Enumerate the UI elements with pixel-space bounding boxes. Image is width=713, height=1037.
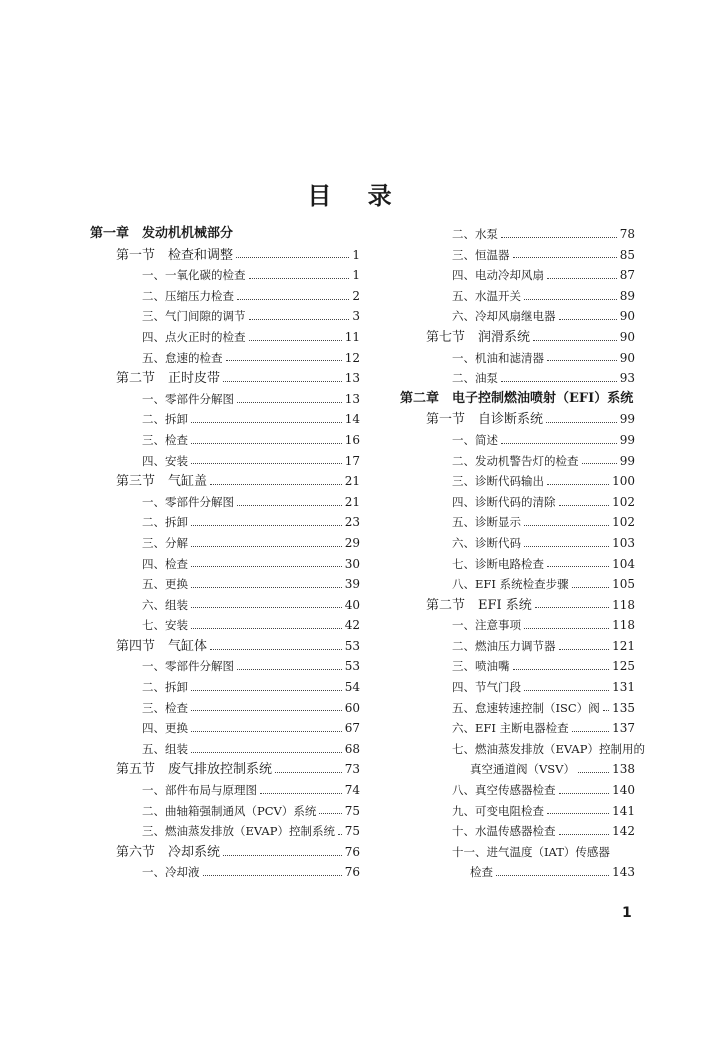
toc-entry bbox=[90, 842, 360, 863]
toc-entry-page: 75 bbox=[344, 824, 360, 839]
toc-entry bbox=[90, 656, 360, 677]
dot-leader bbox=[223, 855, 342, 856]
toc-entry bbox=[400, 492, 635, 513]
dot-leader bbox=[236, 257, 349, 258]
dot-leader bbox=[226, 360, 342, 361]
toc-entry-page: 87 bbox=[619, 268, 635, 283]
dot-leader bbox=[547, 278, 617, 279]
toc-entry-label: 一、注意事项 bbox=[452, 618, 521, 633]
dot-leader bbox=[603, 710, 609, 711]
toc-entry-label: 五、怠速转速控制（ISC）阀 bbox=[452, 700, 600, 715]
dot-leader bbox=[524, 628, 609, 629]
toc-entry-page: 99 bbox=[619, 453, 635, 468]
toc-entry bbox=[400, 862, 635, 883]
toc-entry-label: 二、水泵 bbox=[452, 227, 498, 241]
toc-entry-page: 40 bbox=[344, 597, 360, 612]
dot-leader bbox=[513, 669, 610, 670]
toc-entry bbox=[90, 389, 360, 410]
dot-leader bbox=[249, 278, 350, 279]
toc-entry bbox=[400, 471, 635, 492]
toc-entry-page: 89 bbox=[619, 288, 635, 303]
toc-entry-page: 13 bbox=[344, 391, 360, 406]
dot-leader bbox=[559, 834, 610, 835]
dot-leader bbox=[191, 463, 342, 464]
toc-entry-label: 二、拆卸 bbox=[142, 412, 188, 427]
dot-leader bbox=[524, 546, 609, 547]
toc-entry-label: 二、油泵 bbox=[452, 371, 498, 386]
page-title: 目 录 bbox=[307, 182, 406, 210]
toc-entry bbox=[90, 451, 360, 472]
toc-entry-page: 76 bbox=[344, 844, 360, 859]
dot-leader bbox=[249, 340, 342, 341]
dot-leader bbox=[249, 319, 350, 320]
toc-entry-label: 六、诊断代码 bbox=[452, 535, 521, 550]
toc-entry bbox=[90, 265, 360, 286]
toc-entry-page: 3 bbox=[352, 309, 360, 324]
toc-entry-page: 13 bbox=[344, 371, 360, 386]
toc-entry-label: 十、水温传感器检查 bbox=[452, 824, 556, 839]
dot-leader bbox=[191, 628, 342, 629]
toc-entry-label: 九、可变电阻检查 bbox=[452, 803, 544, 818]
toc-entry bbox=[400, 656, 635, 677]
toc-entry-page: 135 bbox=[612, 700, 635, 715]
toc-entry bbox=[90, 368, 360, 389]
toc-entry-page: 102 bbox=[612, 494, 635, 509]
dot-leader bbox=[191, 443, 342, 444]
toc-entry-page: 11 bbox=[344, 329, 360, 344]
toc-entry-label: 二、压缩压力检查 bbox=[142, 288, 234, 303]
toc-entry-label: 四、点火正时的检查 bbox=[142, 329, 246, 344]
toc-entry bbox=[90, 348, 360, 369]
toc-entry bbox=[400, 554, 635, 575]
toc-entry-page: 90 bbox=[619, 309, 635, 324]
toc-entry-page: 103 bbox=[612, 535, 635, 550]
toc-entry bbox=[90, 245, 360, 266]
toc-entry-label: 一、零部件分解图 bbox=[142, 391, 234, 406]
toc-entry-label: 五、水温开关 bbox=[452, 288, 521, 303]
dot-leader bbox=[559, 505, 610, 506]
toc-entry-label: 三、检查 bbox=[142, 432, 188, 447]
toc-entry-page: 118 bbox=[612, 618, 635, 633]
toc-entry-label: 四、更换 bbox=[142, 721, 188, 736]
toc-entry-label: 三、喷油嘴 bbox=[452, 659, 510, 674]
toc-entry bbox=[90, 471, 360, 492]
toc-entry-label: 二、拆卸 bbox=[142, 680, 188, 695]
toc-entry bbox=[400, 698, 635, 719]
dot-leader bbox=[191, 546, 342, 547]
toc-entry bbox=[90, 739, 360, 760]
dot-leader bbox=[237, 669, 342, 670]
toc-entry-page: 85 bbox=[619, 247, 635, 262]
dot-leader bbox=[191, 752, 342, 753]
toc-entry-page: 104 bbox=[612, 556, 635, 571]
page-number: 1 bbox=[622, 905, 632, 921]
dot-leader bbox=[547, 566, 609, 567]
toc-entry bbox=[400, 780, 635, 801]
toc-entry-label: 八、EFI 系统检查步骤 bbox=[452, 577, 569, 592]
toc-entry-label: 二、燃油压力调节器 bbox=[452, 638, 556, 653]
toc-entry bbox=[400, 677, 635, 698]
toc-entry-label: 一、零部件分解图 bbox=[142, 659, 234, 674]
toc-entry bbox=[400, 451, 635, 472]
toc-entry-label: 一、一氧化碳的检查 bbox=[142, 268, 246, 283]
toc-entry bbox=[400, 327, 635, 348]
toc-entry-label: 三、气门间隙的调节 bbox=[142, 309, 246, 324]
toc-entry-label: 五、怠速的检查 bbox=[142, 350, 223, 365]
toc-entry bbox=[90, 574, 360, 595]
toc-entry bbox=[400, 368, 635, 389]
toc-entry bbox=[90, 821, 360, 842]
toc-entry bbox=[90, 636, 360, 657]
toc-entry-page: 17 bbox=[344, 453, 360, 468]
dot-leader bbox=[237, 402, 342, 403]
toc-entry-page: 90 bbox=[619, 350, 635, 365]
toc-entry bbox=[400, 533, 635, 554]
toc-entry-page: 137 bbox=[612, 721, 635, 736]
toc-entry-page: 29 bbox=[344, 535, 360, 550]
toc-entry-label: 一、部件布局与原理图 bbox=[142, 783, 257, 798]
toc-entry-page: 138 bbox=[612, 762, 635, 777]
toc-entry-page: 75 bbox=[344, 803, 360, 818]
toc-entry-label: 四、电动冷却风扇 bbox=[452, 268, 544, 283]
toc-entry bbox=[400, 245, 635, 266]
toc-entry-page: 30 bbox=[344, 556, 360, 571]
dot-leader bbox=[535, 607, 609, 608]
toc-entry-label: 第二节 正时皮带 bbox=[116, 371, 221, 387]
toc-entry bbox=[90, 286, 360, 307]
dot-leader bbox=[501, 381, 617, 382]
toc-entry bbox=[90, 306, 360, 327]
dot-leader bbox=[572, 587, 610, 588]
dot-leader bbox=[533, 340, 617, 341]
toc-entry-label: 五、组装 bbox=[142, 741, 188, 756]
toc-entry-label: 一、冷却液 bbox=[142, 865, 200, 880]
toc-entry bbox=[90, 533, 360, 554]
toc-entry-page: 12 bbox=[344, 350, 360, 365]
toc-entry-page: 21 bbox=[344, 474, 360, 489]
toc-entry-page: 90 bbox=[619, 329, 635, 344]
toc-entry bbox=[90, 718, 360, 739]
toc-entry bbox=[400, 574, 635, 595]
toc-entry-label: 二、拆卸 bbox=[142, 515, 188, 530]
toc-entry-label: 第三节 气缸盖 bbox=[116, 474, 208, 490]
toc-entry-page: 60 bbox=[344, 700, 360, 715]
toc-entry-page: 100 bbox=[612, 474, 635, 489]
toc-column-left bbox=[90, 224, 360, 883]
dot-leader bbox=[191, 566, 342, 567]
toc-entry-page: 1 bbox=[352, 268, 360, 283]
toc-entry-label: 第一节 检查和调整 bbox=[116, 247, 234, 263]
toc-entry-label: 六、EFI 主断电器检查 bbox=[452, 721, 569, 736]
toc-entry-label: 六、组装 bbox=[142, 597, 188, 612]
toc-entry-label: 三、燃油蒸发排放（EVAP）控制系统 bbox=[142, 824, 335, 839]
toc-entry-page: 125 bbox=[612, 659, 635, 674]
toc-entry-label: 第六节 冷却系统 bbox=[116, 844, 221, 860]
toc-entry-page: 23 bbox=[344, 515, 360, 530]
toc-entry-label: 真空通道阀（VSV） bbox=[470, 762, 575, 777]
toc-entry-page: 1 bbox=[352, 247, 360, 262]
toc-entry-label: 检查 bbox=[470, 865, 493, 880]
toc-entry bbox=[400, 739, 645, 760]
toc-entry-page: 68 bbox=[344, 741, 360, 756]
dot-leader bbox=[210, 484, 342, 485]
dot-leader bbox=[275, 772, 342, 773]
dot-leader bbox=[582, 463, 617, 464]
toc-entry-label: 第七节 润滑系统 bbox=[426, 329, 531, 345]
toc-entry bbox=[400, 265, 635, 286]
toc-entry-label: 六、冷却风扇继电器 bbox=[452, 309, 556, 324]
toc-entry bbox=[90, 698, 360, 719]
toc-entry-page: 131 bbox=[612, 680, 635, 695]
toc-entry bbox=[400, 286, 635, 307]
toc-entry-label: 四、安装 bbox=[142, 453, 188, 468]
toc-entry bbox=[400, 718, 635, 739]
toc-entry bbox=[90, 759, 360, 780]
dot-leader bbox=[210, 649, 342, 650]
dot-leader bbox=[559, 793, 610, 794]
toc-entry bbox=[400, 615, 635, 636]
dot-leader bbox=[191, 690, 342, 691]
toc-entry-label: 四、节气门段 bbox=[452, 680, 521, 695]
dot-leader bbox=[191, 731, 342, 732]
toc-entry-label: 三、分解 bbox=[142, 535, 188, 550]
toc-entry-label: 四、诊断代码的清除 bbox=[452, 494, 556, 509]
toc-column-right bbox=[400, 224, 645, 883]
toc-entry-label: 一、机油和滤清器 bbox=[452, 350, 544, 365]
toc-entry-label: 第一节 自诊断系统 bbox=[426, 412, 544, 428]
dot-leader bbox=[578, 772, 609, 773]
toc-entry-label: 第一章 发动机机械部分 bbox=[90, 226, 234, 241]
toc-entry-label: 五、诊断显示 bbox=[452, 515, 521, 530]
dot-leader bbox=[319, 813, 341, 814]
dot-leader bbox=[513, 257, 617, 258]
dot-leader bbox=[338, 834, 342, 835]
toc-entry bbox=[90, 595, 360, 616]
toc-entry-page: 140 bbox=[612, 783, 635, 798]
toc-entry bbox=[400, 842, 635, 863]
toc-entry bbox=[400, 821, 635, 842]
toc-entry-page: 53 bbox=[344, 659, 360, 674]
toc-entry-page: 78 bbox=[619, 227, 635, 241]
dot-leader bbox=[501, 443, 617, 444]
toc-entry-label: 第二节 EFI 系统 bbox=[426, 597, 532, 613]
toc-entry bbox=[90, 677, 360, 698]
toc-entry bbox=[90, 862, 360, 883]
dot-leader bbox=[191, 710, 342, 711]
toc-entry-page: 54 bbox=[344, 680, 360, 695]
toc-entry bbox=[90, 554, 360, 575]
toc-entry bbox=[90, 492, 360, 513]
toc-entry-label: 七、燃油蒸发排放（EVAP）控制用的 bbox=[452, 741, 645, 756]
dot-leader bbox=[237, 299, 349, 300]
toc-entry-label: 第四节 气缸体 bbox=[116, 638, 208, 654]
toc-entry bbox=[400, 430, 635, 451]
toc-entry bbox=[90, 615, 360, 636]
dot-leader bbox=[237, 505, 342, 506]
toc-entry-page: 99 bbox=[619, 412, 635, 427]
toc-entry-page: 143 bbox=[612, 865, 635, 880]
toc-entry-page: 74 bbox=[344, 783, 360, 798]
toc-entry-label: 二、发动机警告灯的检查 bbox=[452, 453, 579, 468]
toc-entry-page: 21 bbox=[344, 494, 360, 509]
toc-entry bbox=[400, 389, 635, 410]
toc-entry bbox=[90, 430, 360, 451]
toc-entry-page: 141 bbox=[612, 803, 635, 818]
toc-entry-page: 67 bbox=[344, 721, 360, 736]
toc-entry-page: 142 bbox=[612, 824, 635, 839]
dot-leader bbox=[260, 793, 342, 794]
toc-entry-label: 八、真空传感器检查 bbox=[452, 783, 556, 798]
dot-leader bbox=[191, 587, 342, 588]
toc-entry bbox=[400, 306, 635, 327]
dot-leader bbox=[223, 381, 342, 382]
toc-entry bbox=[400, 224, 635, 245]
toc-entry-page: 2 bbox=[352, 288, 360, 303]
toc-entry-label: 三、恒温器 bbox=[452, 247, 510, 262]
dot-leader bbox=[524, 525, 609, 526]
toc-entry bbox=[400, 759, 635, 780]
toc-entry bbox=[90, 780, 360, 801]
dot-leader bbox=[547, 360, 617, 361]
toc-entry-page: 118 bbox=[612, 597, 635, 612]
dot-leader bbox=[496, 875, 609, 876]
dot-leader bbox=[191, 607, 342, 608]
dot-leader bbox=[572, 731, 610, 732]
toc-entry bbox=[90, 409, 360, 430]
dot-leader bbox=[203, 875, 342, 876]
toc-entry bbox=[90, 801, 360, 822]
toc-entry-label: 十一、进气温度（IAT）传感器 bbox=[452, 844, 610, 859]
toc-entry-label: 五、更换 bbox=[142, 577, 188, 592]
toc-entry-label: 第五节 废气排放控制系统 bbox=[116, 762, 273, 778]
dot-leader bbox=[547, 484, 609, 485]
toc-entry bbox=[400, 801, 635, 822]
toc-entry-page: 14 bbox=[344, 412, 360, 427]
toc-entry bbox=[90, 224, 360, 245]
toc-entry bbox=[90, 512, 360, 533]
toc-entry-label: 四、检查 bbox=[142, 556, 188, 571]
toc-entry bbox=[400, 409, 635, 430]
toc-entry-page: 76 bbox=[344, 865, 360, 880]
toc-entry bbox=[400, 348, 635, 369]
toc-entry bbox=[90, 327, 360, 348]
toc-entry-page: 39 bbox=[344, 577, 360, 592]
toc-entry-page: 53 bbox=[344, 638, 360, 653]
toc-entry-page: 73 bbox=[344, 762, 360, 777]
dot-leader bbox=[191, 422, 342, 423]
toc-entry-page: 99 bbox=[619, 432, 635, 447]
dot-leader bbox=[524, 690, 609, 691]
toc-entry-label: 三、诊断代码输出 bbox=[452, 474, 544, 489]
toc-entry-page: 42 bbox=[344, 618, 360, 633]
toc-entry-label: 七、安装 bbox=[142, 618, 188, 633]
toc-entry-label: 二、曲轴箱强制通风（PCV）系统 bbox=[142, 803, 317, 818]
toc-entry-page: 102 bbox=[612, 515, 635, 530]
toc-entry-label: 七、诊断电路检查 bbox=[452, 556, 544, 571]
toc-entry-label: 三、检查 bbox=[142, 700, 188, 715]
toc-entry-page: 105 bbox=[612, 577, 635, 592]
toc-entry-page: 16 bbox=[344, 432, 360, 447]
toc-entry-page: 121 bbox=[612, 638, 635, 653]
toc-entry-label: 一、简述 bbox=[452, 432, 498, 447]
dot-leader bbox=[501, 237, 617, 238]
toc-entry-label: 第二章 电子控制燃油喷射（EFI）系统 bbox=[400, 390, 634, 406]
dot-leader bbox=[547, 813, 609, 814]
dot-leader bbox=[524, 299, 617, 300]
toc-entry-page: 93 bbox=[619, 371, 635, 386]
toc-entry bbox=[400, 512, 635, 533]
toc-entry-label: 一、零部件分解图 bbox=[142, 494, 234, 509]
toc-entry bbox=[400, 595, 635, 616]
dot-leader bbox=[559, 319, 617, 320]
dot-leader bbox=[559, 649, 610, 650]
toc-entry bbox=[400, 636, 635, 657]
dot-leader bbox=[546, 422, 617, 423]
dot-leader bbox=[191, 525, 342, 526]
